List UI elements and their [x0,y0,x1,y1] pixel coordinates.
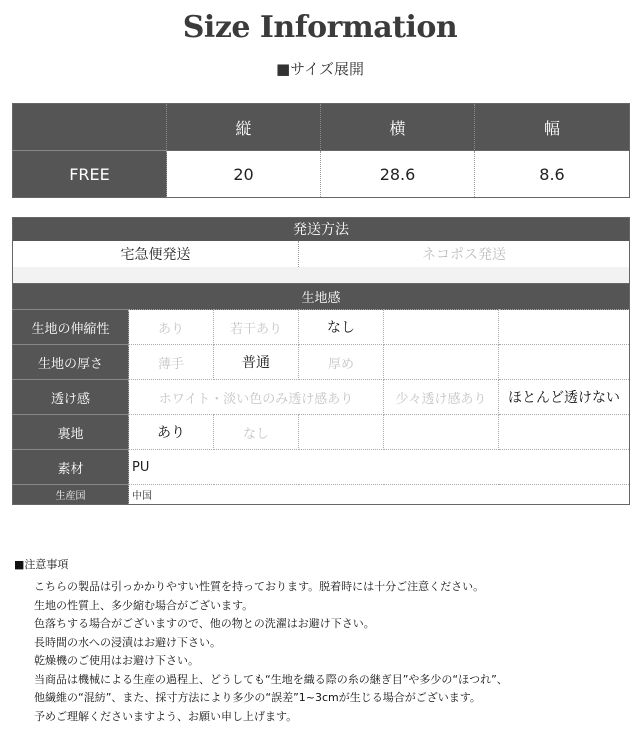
shipping-header: 発送方法 [13,218,630,241]
size-header-blank [13,104,167,151]
lining-empty-cell [499,415,630,450]
stretch-empty-cell [499,310,630,345]
size-row-label: FREE [13,151,167,198]
shipping-options-row [13,241,630,267]
lining-empty-cell [384,415,499,450]
shipping-option-takkyubin: 宅急便発送 [13,241,299,267]
stretch-label: 生地の伸縮性 [13,310,129,345]
thickness-empty-cell [499,345,630,380]
fabric-row-material [13,450,630,485]
size-row-free [13,151,630,198]
page-subtitle: ■サイズ展開 [276,60,364,78]
size-table [12,103,630,198]
fabric-row-lining [13,415,630,450]
size-header-depth: 幅 [475,104,630,151]
sheer-option-light-colors: ホワイト・淡い色のみ透け感あり [129,380,384,415]
shipping-table [12,217,630,285]
thickness-label: 生地の厚さ [13,345,129,380]
notes-line: 当商品は機械による生産の過程上、どうしても“生地を織る際の糸の継ぎ目”や多少の“ほつれ”、 [34,672,508,686]
stretch-option-yes: あり [129,310,214,345]
fabric-header: 生地感 [13,284,630,310]
notes-line: 生地の性質上、多少縮む場合がございます。 [34,598,254,612]
notes-line: 色落ちする場合がございますので、他の物との洗濯はお避け下さい。 [34,617,375,630]
size-value-length: 20 [167,151,321,198]
size-value-width: 28.6 [321,151,475,198]
thickness-empty-cell [384,345,499,380]
origin-label: 生産国 [13,485,129,505]
lining-option-no: なし [214,415,299,450]
notes-line: 他繊維の“混紡”、また、採寸方法により多少の“誤差”1~3cmが生じる場合がございます。 [34,691,481,704]
material-value: PU [129,450,630,485]
notes-header: ■注意事項 [14,558,69,571]
thickness-option-thick: 厚め [299,345,384,380]
sheer-option-barely: ほとんど透けない [499,380,630,415]
sheer-option-slight: 少々透け感あり [384,380,499,415]
fabric-table [12,283,630,505]
notes-section [14,556,626,726]
lining-option-yes: あり [129,415,214,450]
size-value-depth: 8.6 [475,151,630,198]
notes-line: 長時間の水への浸漬はお避け下さい。 [34,635,221,649]
notes-line: 予めご理解くださいますよう、お願い申し上げます。 [34,709,298,723]
fabric-row-thickness [13,345,630,380]
fabric-row-stretch [13,310,630,345]
shipping-option-nekopos: ネコポス発送 [299,241,630,267]
notes-line: 乾燥機のご使用はお避け下さい。 [34,654,199,667]
fabric-row-sheer [13,380,630,415]
size-header-length: 縦 [167,104,321,151]
thickness-option-thin: 薄手 [129,345,214,380]
shipping-spacer [13,267,630,285]
size-header-row [13,104,630,151]
page-title: Size Information [182,10,458,45]
stretch-empty-cell [384,310,499,345]
thickness-option-normal: 普通 [214,345,299,380]
lining-empty-cell [299,415,384,450]
stretch-option-slight: 若干あり [214,310,299,345]
sheer-label: 透け感 [13,380,129,415]
stretch-option-none: なし [299,310,384,345]
notes-line: こちらの製品は引っかかりやすい性質を持っております。脱着時には十分ご注意ください。 [34,580,485,593]
material-label: 素材 [13,450,129,485]
fabric-row-origin [13,485,630,505]
origin-value: 中国 [129,485,630,505]
size-header-width: 横 [321,104,475,151]
lining-label: 裏地 [13,415,129,450]
